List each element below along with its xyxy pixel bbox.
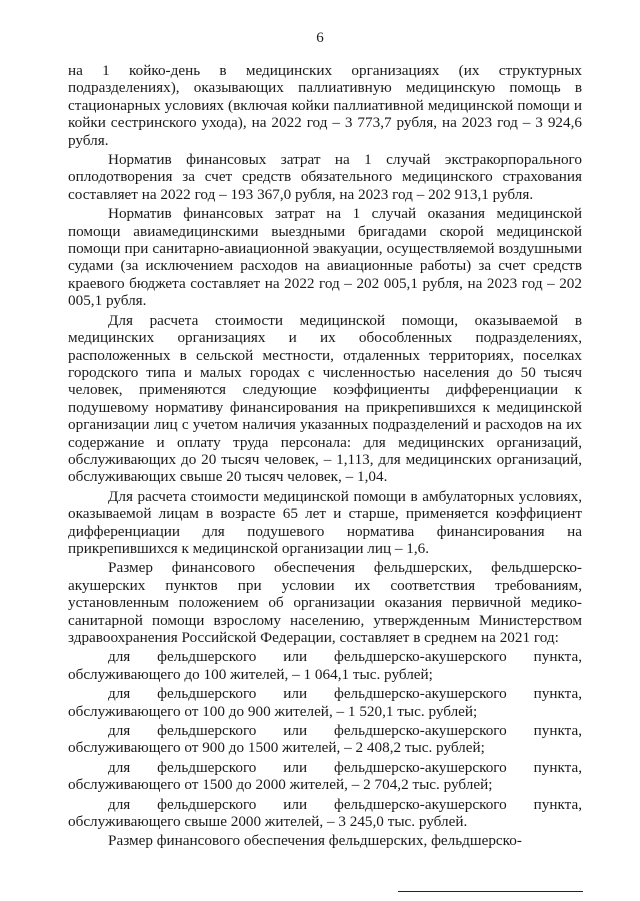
document-body xyxy=(68,62,582,852)
paragraph-ivf-norm: Норматив финансовых затрат на 1 случай экстракорпорального оплодотворения за счет средств обязательного медицинского страхования составляет на 2022 год – 193 367,0 рубля, на 2023 год – 202 913,1 рубля. xyxy=(68,151,582,203)
list-item-fap-up-to-100: для фельдшерского или фельдшерско-акушерского пункта, обслуживающего до 100 жителей, – 1 064,1 тыс. рублей; xyxy=(68,648,582,683)
paragraph-air-ambulance-norm: Норматив финансовых затрат на 1 случай оказания медицинской помощи авиамедицинскими выездными бригадами скорой медицинской помощи при санитарно-авиационной эвакуации, осуществляемой воздушными судами (за исключением расходов на авиационные работы) за счет средств краевого бюджета составляет на 2022 год – 202 005,1 рубля, на 2023 год – 202 005,1 рубля. xyxy=(68,205,582,310)
paragraph-elderly-coefficient: Для расчета стоимости медицинской помощи в амбулаторных условиях, оказываемой лицам в возрасте 65 лет и старше, применяется коэффициент дифференциации для подушевого норматива финансирования на прикрепившихся к медицинской организации лиц – 1,6. xyxy=(68,487,582,557)
paragraph-fap-financing-continued: Размер финансового обеспечения фельдшерских, фельдшерско- xyxy=(108,832,522,850)
paragraph-bed-day-norm: на 1 койко-день в медицинских организациях (их структурных подразделениях), оказывающих паллиативную медицинскую помощь в стационарных условиях (включая койки паллиативной медицинской помощи и койки сестринского ухода), на 2022 год – 3 773,7 рубля, на 2023 год – 3 924,6 рубля. xyxy=(68,62,582,149)
footer-divider xyxy=(398,891,583,892)
paragraph-rural-coefficients: Для расчета стоимости медицинской помощи, оказываемой в медицинских организациях и их обособленных подразделениях, расположенных в сельской местности, отдаленных территориях, поселках городского типа и малых городах с численностью населения до 50 тысяч человек, применяются следующие коэффициенты дифференциации к подушевому нормативу финансирования на прикрепившихся к медицинской организации лиц с учетом наличия указанных подразделений и расходов на их содержание и оплату труда персонала: для медицинских организаций, обслуживающих до 20 тысяч человек, – 1,113, для медицинских организаций, обслуживающих свыше 20 тысяч человек, – 1,04. xyxy=(68,311,582,486)
list-item-fap-over-2000: для фельдшерского или фельдшерско-акушерского пункта, обслуживающего свыше 2000 жителей, – 3 245,0 тыс. рублей. xyxy=(68,795,582,831)
paragraph-fap-financing-intro: Размер финансового обеспечения фельдшерских, фельдшерско-акушерских пунктов при условии их соответствия требованиям, установленным положением об организации оказания первичной медико-санитарной помощи взрослому населению, утвержденным Министерством здравоохранения Российской Федерации, составляет в среднем на 2021 год: xyxy=(68,559,582,646)
page-number: 6 xyxy=(316,30,324,46)
list-item-fap-900-1500: для фельдшерского или фельдшерско-акушерского пункта, обслуживающего от 900 до 1500 жителей, – 2 408,2 тыс. рублей; xyxy=(68,722,582,757)
list-item-fap-100-900: для фельдшерского или фельдшерско-акушерского пункта, обслуживающего от 100 до 900 жителей, – 1 520,1 тыс. рублей; xyxy=(68,685,582,720)
list-item-fap-1500-2000: для фельдшерского или фельдшерско-акушерского пункта, обслуживающего от 1500 до 2000 жителей, – 2 704,2 тыс. рублей; xyxy=(68,758,582,794)
